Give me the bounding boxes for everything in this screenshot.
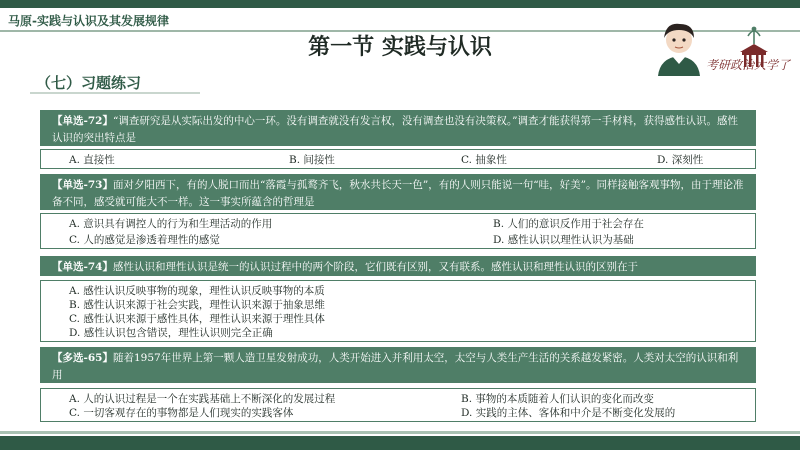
option-c[interactable]: C. 抽象性 <box>461 154 507 166</box>
question-72-stem <box>40 110 756 146</box>
option-c[interactable]: C. 一切客观存在的事物都是人们现实的实践客体 <box>69 407 294 419</box>
question-73-options <box>40 213 756 249</box>
option-b[interactable]: B. 人们的意识反作用于社会存在 <box>493 218 644 230</box>
section-title: （七）习题练习 <box>36 74 142 92</box>
option-d[interactable]: D. 实践的主体、客体和中介是不断变化发展的 <box>461 407 676 419</box>
course-label: 马原-实践与认识及其发展规律 <box>8 14 169 28</box>
question-text: “调查研究是从实际出发的中心一环。没有调查就没有发言权，没有调查也没有决策权。”调查才能获得第一手材料，获得感性认识。感性认识的突出特点是 <box>52 115 738 144</box>
question-74-stem <box>40 256 756 276</box>
question-tag: 【单选-72】 <box>52 115 113 127</box>
option-a[interactable]: A. 直接性 <box>69 154 115 166</box>
question-tag: 【单选-73】 <box>52 179 113 191</box>
question-text: 面对夕阳西下，有的人脱口而出“落霞与孤鹜齐飞，秋水共长天一色”，有的人则只能说一句“哇，好美”。同样接触客观事物，由于理论准备不同，感受就可能大不一样。这一事实所蕴含的哲理是 <box>52 179 744 208</box>
option-b[interactable]: B. 事物的本质随着人们认识的变化而改变 <box>461 393 654 405</box>
question-text: 随着1957年世界上第一颗人造卫星发射成功，人类开始进入并利用太空，太空与人类生产生活的关系越发紧密。人类对太空的认识和利用 <box>52 352 739 381</box>
question-72-options <box>40 149 756 169</box>
option-a[interactable]: A. 人的认识过程是一个在实践基础上不断深化的发展过程 <box>69 393 336 405</box>
question-tag: 【多选-65】 <box>52 352 113 364</box>
question-tag: 【单选-74】 <box>52 261 113 273</box>
question-text: 感性认识和理性认识是统一的认识过程中的两个阶段，它们既有区别，又有联系。感性认识和理性认识的区别在于 <box>112 261 638 273</box>
question-73-stem <box>40 174 756 210</box>
page-title: 第一节 实践与认识 <box>308 35 492 60</box>
question-74-options <box>40 280 756 342</box>
question-65-options <box>40 388 756 422</box>
question-65-stem <box>40 347 756 383</box>
option-c[interactable]: C. 人的感觉是渗透着理性的感觉 <box>69 234 220 246</box>
option-d[interactable]: D. 感性认识以理性认识为基础 <box>493 234 634 246</box>
top-bar <box>0 0 800 8</box>
option-a[interactable]: A. 感性认识反映事物的现象，理性认识反映事物的本质 <box>69 285 325 297</box>
footer-divider <box>0 431 800 434</box>
option-a[interactable]: A. 意识具有调控人的行为和生理活动的作用 <box>69 218 273 230</box>
option-c[interactable]: C. 感性认识来源于感性具体，理性认识来源于理性具体 <box>69 313 325 325</box>
option-d[interactable]: D. 感性认识包含错误，理性认识则完全正确 <box>69 327 273 339</box>
option-d[interactable]: D. 深刻性 <box>657 154 704 166</box>
footer-band <box>0 436 800 450</box>
option-b[interactable]: B. 感性认识来源于社会实践，理性认识来源于抽象思维 <box>69 299 325 311</box>
option-b[interactable]: B. 间接性 <box>289 154 335 166</box>
logo-text: 考研政治大学了 <box>705 58 790 72</box>
section-underline <box>30 92 200 94</box>
